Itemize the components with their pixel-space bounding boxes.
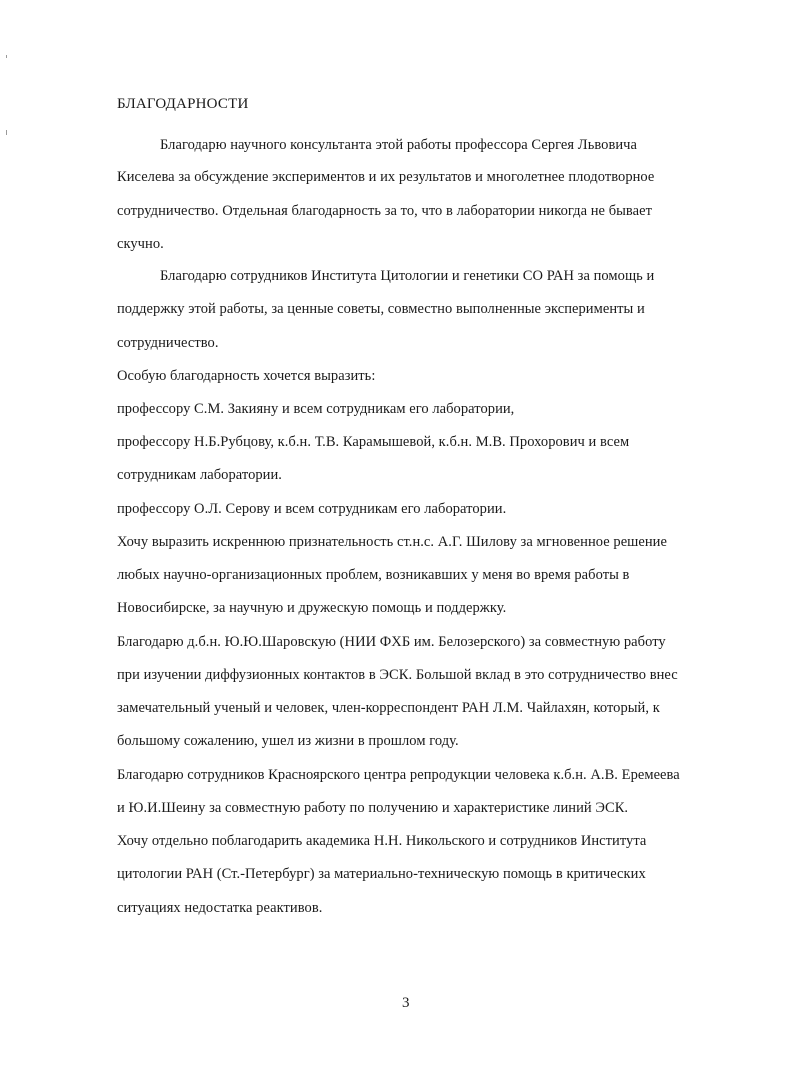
page-number: 3: [402, 995, 410, 1011]
text-line: Благодарю сотрудников Красноярского центра репродукции человека к.б.н. А.В. Еремеева: [117, 767, 680, 783]
page-title: БЛАГОДАРНОСТИ: [117, 96, 249, 112]
text-line: Благодарю научного консультанта этой работы профессора Сергея Львовича: [160, 137, 637, 153]
text-line: Благодарю д.б.н. Ю.Ю.Шаровскую (НИИ ФХБ им. Белозерского) за совместную работу: [117, 634, 666, 650]
text-line: Особую благодарность хочется выразить:: [117, 368, 376, 384]
text-line: Киселева за обсуждение экспериментов и их результатов и многолетнее плодотворное: [117, 169, 655, 185]
text-line: сотрудничество. Отдельная благодарность за то, что в лаборатории никогда не бывает: [117, 203, 652, 219]
text-line: ситуациях недостатка реактивов.: [117, 900, 323, 916]
text-line: любых научно-организационных проблем, возникавших у меня во время работы в: [117, 567, 630, 583]
text-line: профессору Н.Б.Рубцову, к.б.н. Т.В. Карамышевой, к.б.н. М.В. Прохорович и всем: [117, 434, 630, 450]
text-line: Новосибирске, за научную и дружескую помощь и поддержку.: [117, 600, 507, 616]
scan-artifact-mark: [6, 130, 7, 135]
text-line: поддержку этой работы, за ценные советы, совместно выполненные эксперименты и: [117, 301, 645, 317]
text-line: при изучении диффузионных контактов в ЭСК. Большой вклад в это сотрудничество внес: [117, 667, 678, 683]
text-line: сотрудникам лаборатории.: [117, 467, 282, 483]
text-line: и Ю.И.Шеину за совместную работу по получению и характеристике линий ЭСК.: [117, 800, 629, 816]
text-line: замечательный ученый и человек, член-корреспондент РАН Л.М. Чайлахян, который, к: [117, 700, 660, 716]
text-line: профессору С.М. Закияну и всем сотрудникам его лаборатории,: [117, 401, 515, 417]
text-line: профессору О.Л. Серову и всем сотрудникам его лаборатории.: [117, 501, 507, 517]
text-line: цитологии РАН (Ст.-Петербург) за материально-техническую помощь в критических: [117, 866, 646, 882]
text-line: большому сожалению, ушел из жизни в прошлом году.: [117, 733, 459, 749]
text-line: Благодарю сотрудников Института Цитологии и генетики СО РАН за помощь и: [160, 268, 655, 284]
text-line: Хочу выразить искреннюю признательность ст.н.с. А.Г. Шилову за мгновенное решение: [117, 534, 667, 550]
text-line: скучно.: [117, 236, 164, 252]
text-line: сотрудничество.: [117, 335, 219, 351]
scan-artifact-mark: [6, 55, 7, 58]
text-line: Хочу отдельно поблагодарить академика Н.Н. Никольского и сотрудников Института: [117, 833, 647, 849]
